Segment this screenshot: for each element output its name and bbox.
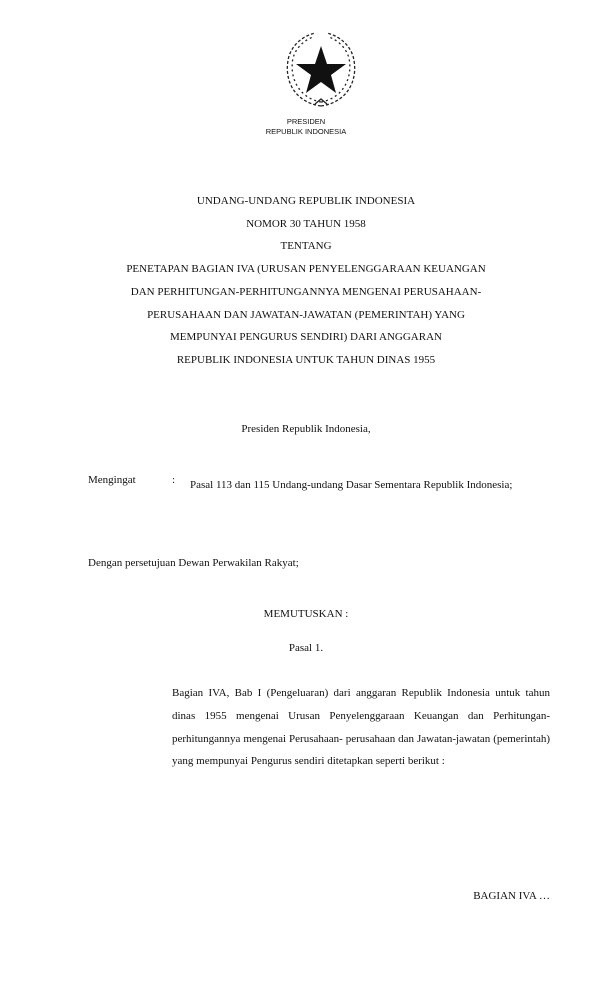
title-line: TENTANG (280, 240, 332, 253)
title-line: UNDANG-UNDANG REPUBLIK INDONESIA (196, 195, 416, 207)
document-title (0, 190, 612, 372)
seal-line-1: PRESIDEN (286, 117, 326, 126)
memutuskan-heading: MEMUTUSKAN : (263, 608, 349, 620)
title-line: PENETAPAN BAGIAN IVA (URUSAN PENYELENGGARAAN KEUANGAN (126, 263, 486, 276)
pasal-heading: Pasal 1. (288, 642, 324, 654)
president-heading: Presiden Republik Indonesia, (241, 423, 371, 435)
title-line: MEMPUNYAI PENGURUS SENDIRI) DARI ANGGARAN (170, 331, 442, 344)
pasal-1-paragraph: Bagian IVA, Bab I (Pengeluaran) dari anggaran Republik Indonesia untuk tahun dinas 1955 mengenai Urusan Penyelenggaraan Keuangan dan Perhitungan-perhitungannya mengenai Perusahaan- perusahaan dan Jawatan-jawatan (pemerintah) yang mempunyai Pengurus sendiri ditetapkan seperti berikut : (172, 687, 550, 768)
mengingat-colon: : (172, 474, 176, 486)
continuation-marker: BAGIAN IVA … (473, 890, 550, 902)
garuda-star-emblem (281, 28, 361, 112)
mengingat-label: Mengingat (88, 474, 136, 486)
title-line: NOMOR 30 TAHUN 1958 (246, 217, 366, 230)
star-wreath-icon (281, 28, 361, 112)
title-line: REPUBLIK INDONESIA UNTUK TAHUN DINAS 1955 (176, 353, 436, 366)
mengingat-text: Pasal 113 dan 115 Undang-undang Dasar Sementara Republik Indonesia; (190, 479, 513, 491)
title-line: PERUSAHAAN DAN JAWATAN-JAWATAN (PEMERINTAH) YANG (147, 308, 465, 321)
persetujuan-text: Dengan persetujuan Dewan Perwakilan Rakyat; (88, 557, 299, 569)
seal-line-2: REPUBLIK INDONESIA (265, 127, 347, 136)
title-line: DAN PERHITUNGAN-PERHITUNGANNYA MENGENAI PERUSAHAAN- (130, 285, 482, 298)
seal-caption (0, 117, 612, 137)
